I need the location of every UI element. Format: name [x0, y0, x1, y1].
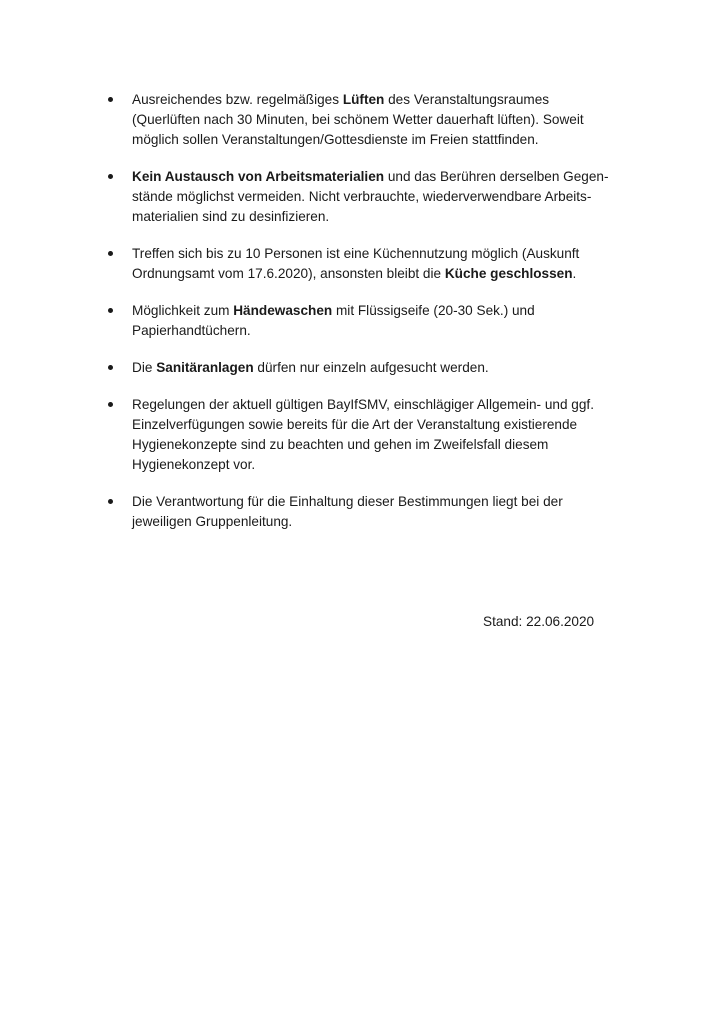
rule-text-segment: Ausreichendes bzw. regelmäßiges [132, 92, 343, 107]
bullet-icon [108, 365, 113, 370]
emphasized-text: Kein Austausch von Arbeitsmaterialien [132, 169, 385, 184]
rule-text-segment: Regelungen der aktuell gültigen BayIfSMV, einschlägiger Allgemein- und ggf. Einzelverfügungen sowie bereits für die Art der Veranstaltung existierende Hygienekonzepte sind zu beachten und gehen im Zweifelsfall diesem Hygienekonzept vor. [132, 397, 594, 472]
emphasized-text: Lüften [342, 92, 385, 107]
bullet-icon [108, 97, 113, 102]
emphasized-text: Küche geschlossen [444, 266, 573, 281]
rule-text [132, 246, 579, 281]
rule-item [108, 395, 618, 475]
rule-text [132, 169, 609, 224]
bullet-icon [108, 499, 113, 504]
rule-text [132, 92, 584, 147]
rule-text [132, 360, 489, 375]
rule-text-segment: Die [132, 360, 157, 375]
rule-text [132, 494, 563, 529]
rule-item [108, 90, 618, 150]
rule-text-segment: Möglichkeit zum [132, 303, 234, 318]
hygiene-rules-list [108, 90, 618, 549]
rule-text-segment: des Veranstaltungsraumes (Querlüften nach 30 Minuten, bei schönem Wetter dauerhaft lüften). Soweit möglich sollen Veranstaltungen/Gottesdienste im Freien stattfinden. [132, 92, 584, 147]
rule-item [108, 301, 618, 341]
rule-text-segment: und das Berühren derselben Gegen-stände möglichst vermeiden. Nicht verbrauchte, wiederverwendbare Arbeits-materialien sind zu desinfizieren. [132, 169, 609, 224]
rule-item [108, 492, 618, 532]
emphasized-text: Sanitäranlagen [156, 360, 254, 375]
rule-text-segment: Treffen sich bis zu 10 Personen ist eine Küchennutzung möglich (Auskunft Ordnungsamt vom 17.6.2020), ansonsten bleibt die [132, 246, 580, 281]
rule-item [108, 358, 618, 378]
rule-text-segment: mit Flüssigseife (20-30 Sek.) und Papierhandtüchern. [132, 303, 535, 338]
rule-item [108, 244, 618, 284]
document-date: Stand: 22.06.2020 [483, 614, 595, 629]
bullet-icon [108, 402, 113, 407]
rule-text-segment: . [572, 266, 577, 281]
emphasized-text: Händewaschen [233, 303, 333, 318]
rule-text-segment: Die Verantwortung für die Einhaltung dieser Bestimmungen liegt bei der jeweiligen Gruppenleitung. [132, 494, 563, 529]
rule-text [132, 397, 594, 472]
rule-item [108, 167, 618, 227]
rule-text-segment: dürfen nur einzeln aufgesucht werden. [253, 360, 489, 375]
bullet-icon [108, 308, 113, 313]
bullet-icon [108, 251, 113, 256]
bullet-icon [108, 174, 113, 179]
rule-text [132, 303, 535, 338]
